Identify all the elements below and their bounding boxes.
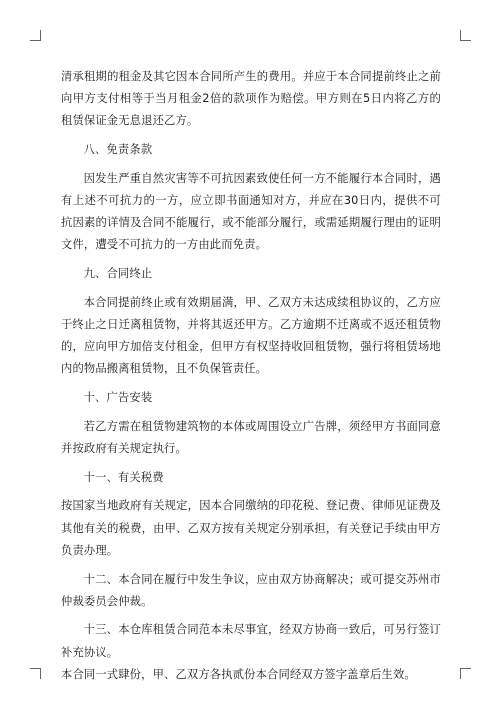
corner-crop-mark-bottom-left [30,668,41,679]
section-heading-taxes: 十一、有关税费 [83,470,164,484]
paragraph-effective: 本合同一式肆份，甲、乙双方各执贰份本合同经双方签字盖章后生效。 [61,667,416,681]
paragraph-dispute: 十二、本合同在履行中发生争议，应由双方协商解决；或可提交苏州市仲裁委员会仲裁。 [61,572,441,608]
section-heading-termination: 九、合同终止 [83,267,153,281]
paragraph-supplement: 十三、本仓库租赁合同范本未尽事宜，经双方协商一致后，可另行签订补充协议。 [61,623,441,659]
paragraph-exemption: 因发生严重自然灾害等不可抗因素致使任何一方不能履行本合同时，遇有上述不可抗力的一方，应立即书面通知对方，并应在30日内，提供不可抗因素的详情及合同不能履行，或不能部分履行，或需延期履行理由的证明文件，遭受不可抗力的一方由此而免责。 [61,171,441,252]
paragraph-continuation: 清承租期的租金及其它因本合同所产生的费用。并应于本合同提前终止之前向甲方支付相等于当月租金2倍的款项作为赔偿。甲方则在5日内将乙方的租赁保证金无息退还乙方。 [61,70,441,128]
corner-crop-mark-top-right [460,30,471,41]
section-heading-advertising: 十、广告安装 [83,391,153,405]
paragraph-taxes: 按国家当地政府有关规定，因本合同缴纳的印花税、登记费、律师见证费及其他有关的税费，由甲、乙双方按有关规定分别承担，有关登记手续由甲方负责办理。 [61,499,441,557]
section-heading-exemption: 八、免责条款 [83,143,153,157]
corner-crop-mark-top-left [30,30,41,41]
paragraph-termination: 本合同提前终止或有效期届满，甲、乙双方未达成续租协议的，乙方应于终止之日迁离租赁物，并将其返还甲方。乙方逾期不迁离或不返还租赁物的，应向甲方加倍支付租金，但甲方有权坚持收回租赁物，强行将租赁场地内的物品搬离租赁物，且不负保管责任。 [61,295,441,376]
document-body [61,66,441,693]
paragraph-advertising: 若乙方需在租赁物建筑物的本体或周围设立广告牌，须经甲方书面同意并按政府有关规定执行。 [61,419,441,456]
corner-crop-mark-bottom-right [460,668,471,679]
